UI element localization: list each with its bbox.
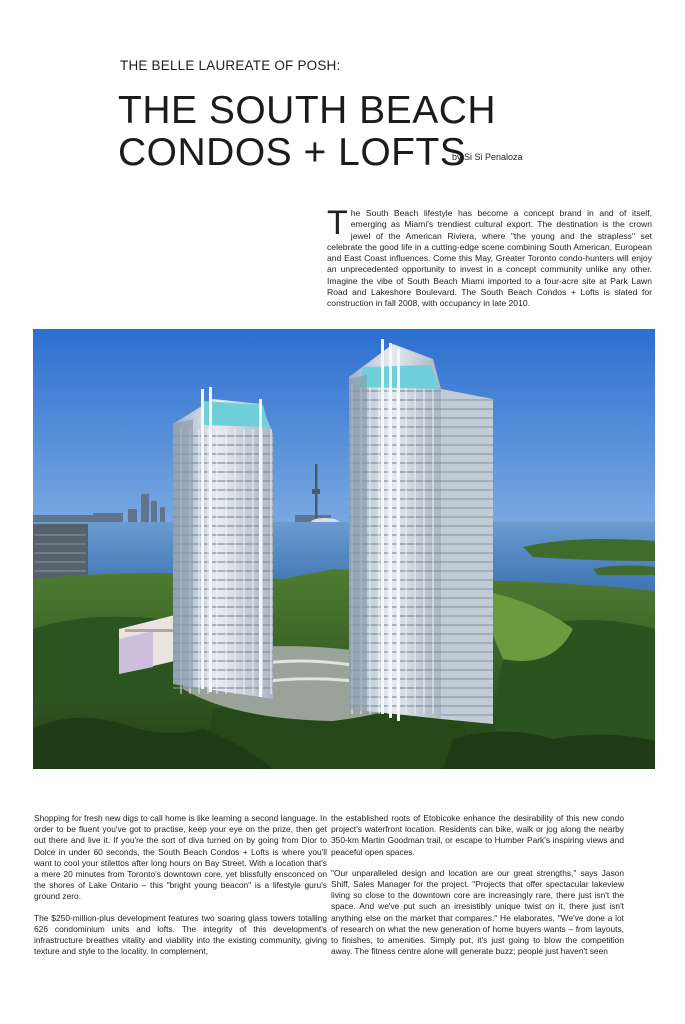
body-column-right bbox=[331, 813, 624, 967]
tower-left bbox=[173, 387, 273, 699]
body-paragraph: Shopping for fresh new digs to call home is like learning a second language. In order to be fluent you've got to practise, keep your eye on the prize, then get out there and live it. If you're the sort of diva turned on by going from Dior to Dolce in under 60 seconds, the South Beach Condos + Lofts is where you'll want to cool your stilettos after long hours on Bay Street. With a location that's a mere 20 minutes from Toronto's downtown core, yet blissfully ensconced on the shores of Lake Ontario – this "bright young beacon" is a lifestyle guru's ground zero. bbox=[34, 813, 327, 902]
body-paragraph: "Our unparalleled design and location are our great strengths," says Jason Shiff, Sales Manager for the project. "Projects that offer spectacular lakeview living so close to the downtown core are increasingly rare, there just isn't the space. And we've put such an irresistibly unique twist on it, there just isn't anything else on the market that compares." He elaborates, "We've done a lot of research on what the new generation of home buyers wants – from layouts, to finishes, to amenities. Simply put, it's just going to blow the competition away. The fitness centre alone will generate buzz; people just haven't seen bbox=[331, 867, 624, 957]
article-kicker: THE BELLE LAUREATE OF POSH: bbox=[120, 58, 341, 73]
tower-right bbox=[349, 339, 493, 724]
body-column-left bbox=[34, 813, 327, 967]
intro-paragraph bbox=[327, 204, 652, 310]
tower-rendering-photo bbox=[33, 329, 655, 769]
article-title bbox=[118, 90, 496, 174]
title-line-2: CONDOS + LOFTS bbox=[118, 131, 467, 174]
title-line-1: THE SOUTH BEACH bbox=[118, 89, 497, 132]
tower-rendering-illustration bbox=[33, 329, 655, 769]
drop-cap: T bbox=[327, 204, 348, 242]
body-paragraph: the established roots of Etobicoke enhance the desirability of this new condo project's waterfront location. Residents can bike, walk or jog along the nearby 350-km Martin Goodman trail, or escape to Humber Park's inspiring views and peaceful open spaces. bbox=[331, 813, 624, 857]
body-paragraph: The $250-million-plus development features two soaring glass towers totalling 626 condominium units and lofts. The integrity of this development's infrastructure breathes vitality and viability into the existing community, giving texture and style to the locality. In complement, bbox=[34, 912, 327, 957]
intro-text: he South Beach lifestyle has become a concept brand in and of itself, emerging as Miami's trendiest cultural export. The destination is the crown jewel of the American Riviera, where "the young and the strapless" set celebrate the good life in a cutting-edge scene combining South American, European and East Coast influences. Come this May, Greater Toronto condo-hunters will enjoy an unprecedented opportunity to invest in a concept community unlike any other. Imagine the vibe of South Beach Miami imported to a four-acre site at Park Lawn Road and Lakeshore Boulevard. The South Beach Condos + Lofts is slated for construction in fall 2008, with occupancy in late 2010. bbox=[327, 208, 652, 309]
byline: by Si Si Penaloza bbox=[452, 152, 523, 162]
